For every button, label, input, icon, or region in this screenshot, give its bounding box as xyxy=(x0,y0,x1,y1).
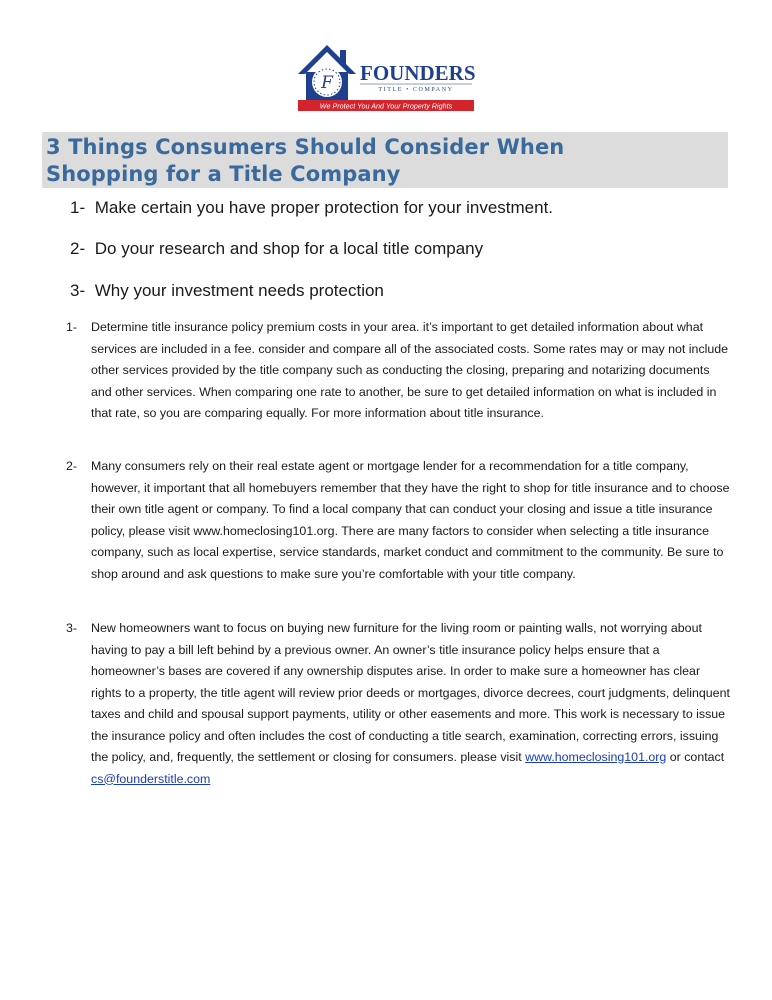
detail-number: 3- xyxy=(66,621,78,635)
detail-number: 2- xyxy=(66,459,78,473)
summary-text: Make certain you have proper protection for your investment. xyxy=(94,198,554,217)
summary-item xyxy=(70,239,483,259)
page-title-line-1: 3 Things Consumers Should Consider When xyxy=(46,135,565,159)
detail-paragraph xyxy=(66,456,730,585)
homeclosing-link[interactable]: www.homeclosing101.org xyxy=(525,750,667,764)
logo-monogram: F xyxy=(321,73,333,93)
summary-number: 3- xyxy=(70,281,86,300)
detail-text-block xyxy=(91,618,730,790)
summary-item xyxy=(70,281,384,301)
summary-item xyxy=(70,198,553,218)
detail-paragraph xyxy=(66,618,730,790)
founders-logo xyxy=(296,42,476,118)
page-title-line-2: Shopping for a Title Company xyxy=(46,162,401,186)
summary-number: 2- xyxy=(70,239,86,258)
summary-text: Why your investment needs protection xyxy=(94,281,384,300)
detail-text-connector: or contact xyxy=(669,750,725,764)
detail-paragraph xyxy=(66,317,730,425)
detail-text: New homeowners want to focus on buying new furniture for the living room or painting walls, not worrying about having to pay a bill left behind by a previous owner. An owner’s title insurance policy helps ensure that a homeowner’s bases are covered if any ownership disputes arise. In order to make sure a homeowner has clear rights to a property, the title agent will review prior deeds or mortgages, divorce decrees, court judgments, delinquent taxes and child and spousal support payments, utility or other easements and more. This work is necessary to issue the insurance policy and often includes the cost of conducting a title search, examination, correcting errors, issuing the policy, and, frequently, the settlement or closing for consumers. please visit xyxy=(91,621,730,764)
logo-brand: FOUNDERS xyxy=(360,61,476,85)
logo-tagline: We Protect You And Your Property Rights xyxy=(319,101,453,111)
summary-number: 1- xyxy=(70,198,86,217)
email-link[interactable]: cs@founderstitle.com xyxy=(91,771,211,786)
detail-text: Many consumers rely on their real estate agent or mortgage lender for a recommendation for a title company, however, it important that all homebuyers remember that they have the right to shop for title insurance and to choose their own title agent or company. To find a local company that can conduct your closing and issue a title insurance policy, please visit www.homeclosing101.org. There are many factors to consider when selecting a title insurance company, such as local expertise, service standards, market conduct and commitment to the community. Be sure to shop around and ask questions to make sure you’re comfortable with your title company. xyxy=(91,459,730,581)
summary-text: Do your research and shop for a local title company xyxy=(94,239,484,258)
page-title-banner xyxy=(42,132,728,188)
logo-subtitle: TITLE • COMPANY xyxy=(378,87,454,93)
detail-number: 1- xyxy=(66,320,78,334)
detail-text: Determine title insurance policy premium costs in your area. it’s important to get detailed information about what services are included in a fee. consider and compare all of the associated costs. Some rates may or may not include other services provided by the title company such as conducting the closing, preparing and notarizing documents and other services. When comparing one rate to another, be sure to get detailed information on what is included in that rate, so you are comparing equally. For more information about title insurance. xyxy=(91,320,729,420)
